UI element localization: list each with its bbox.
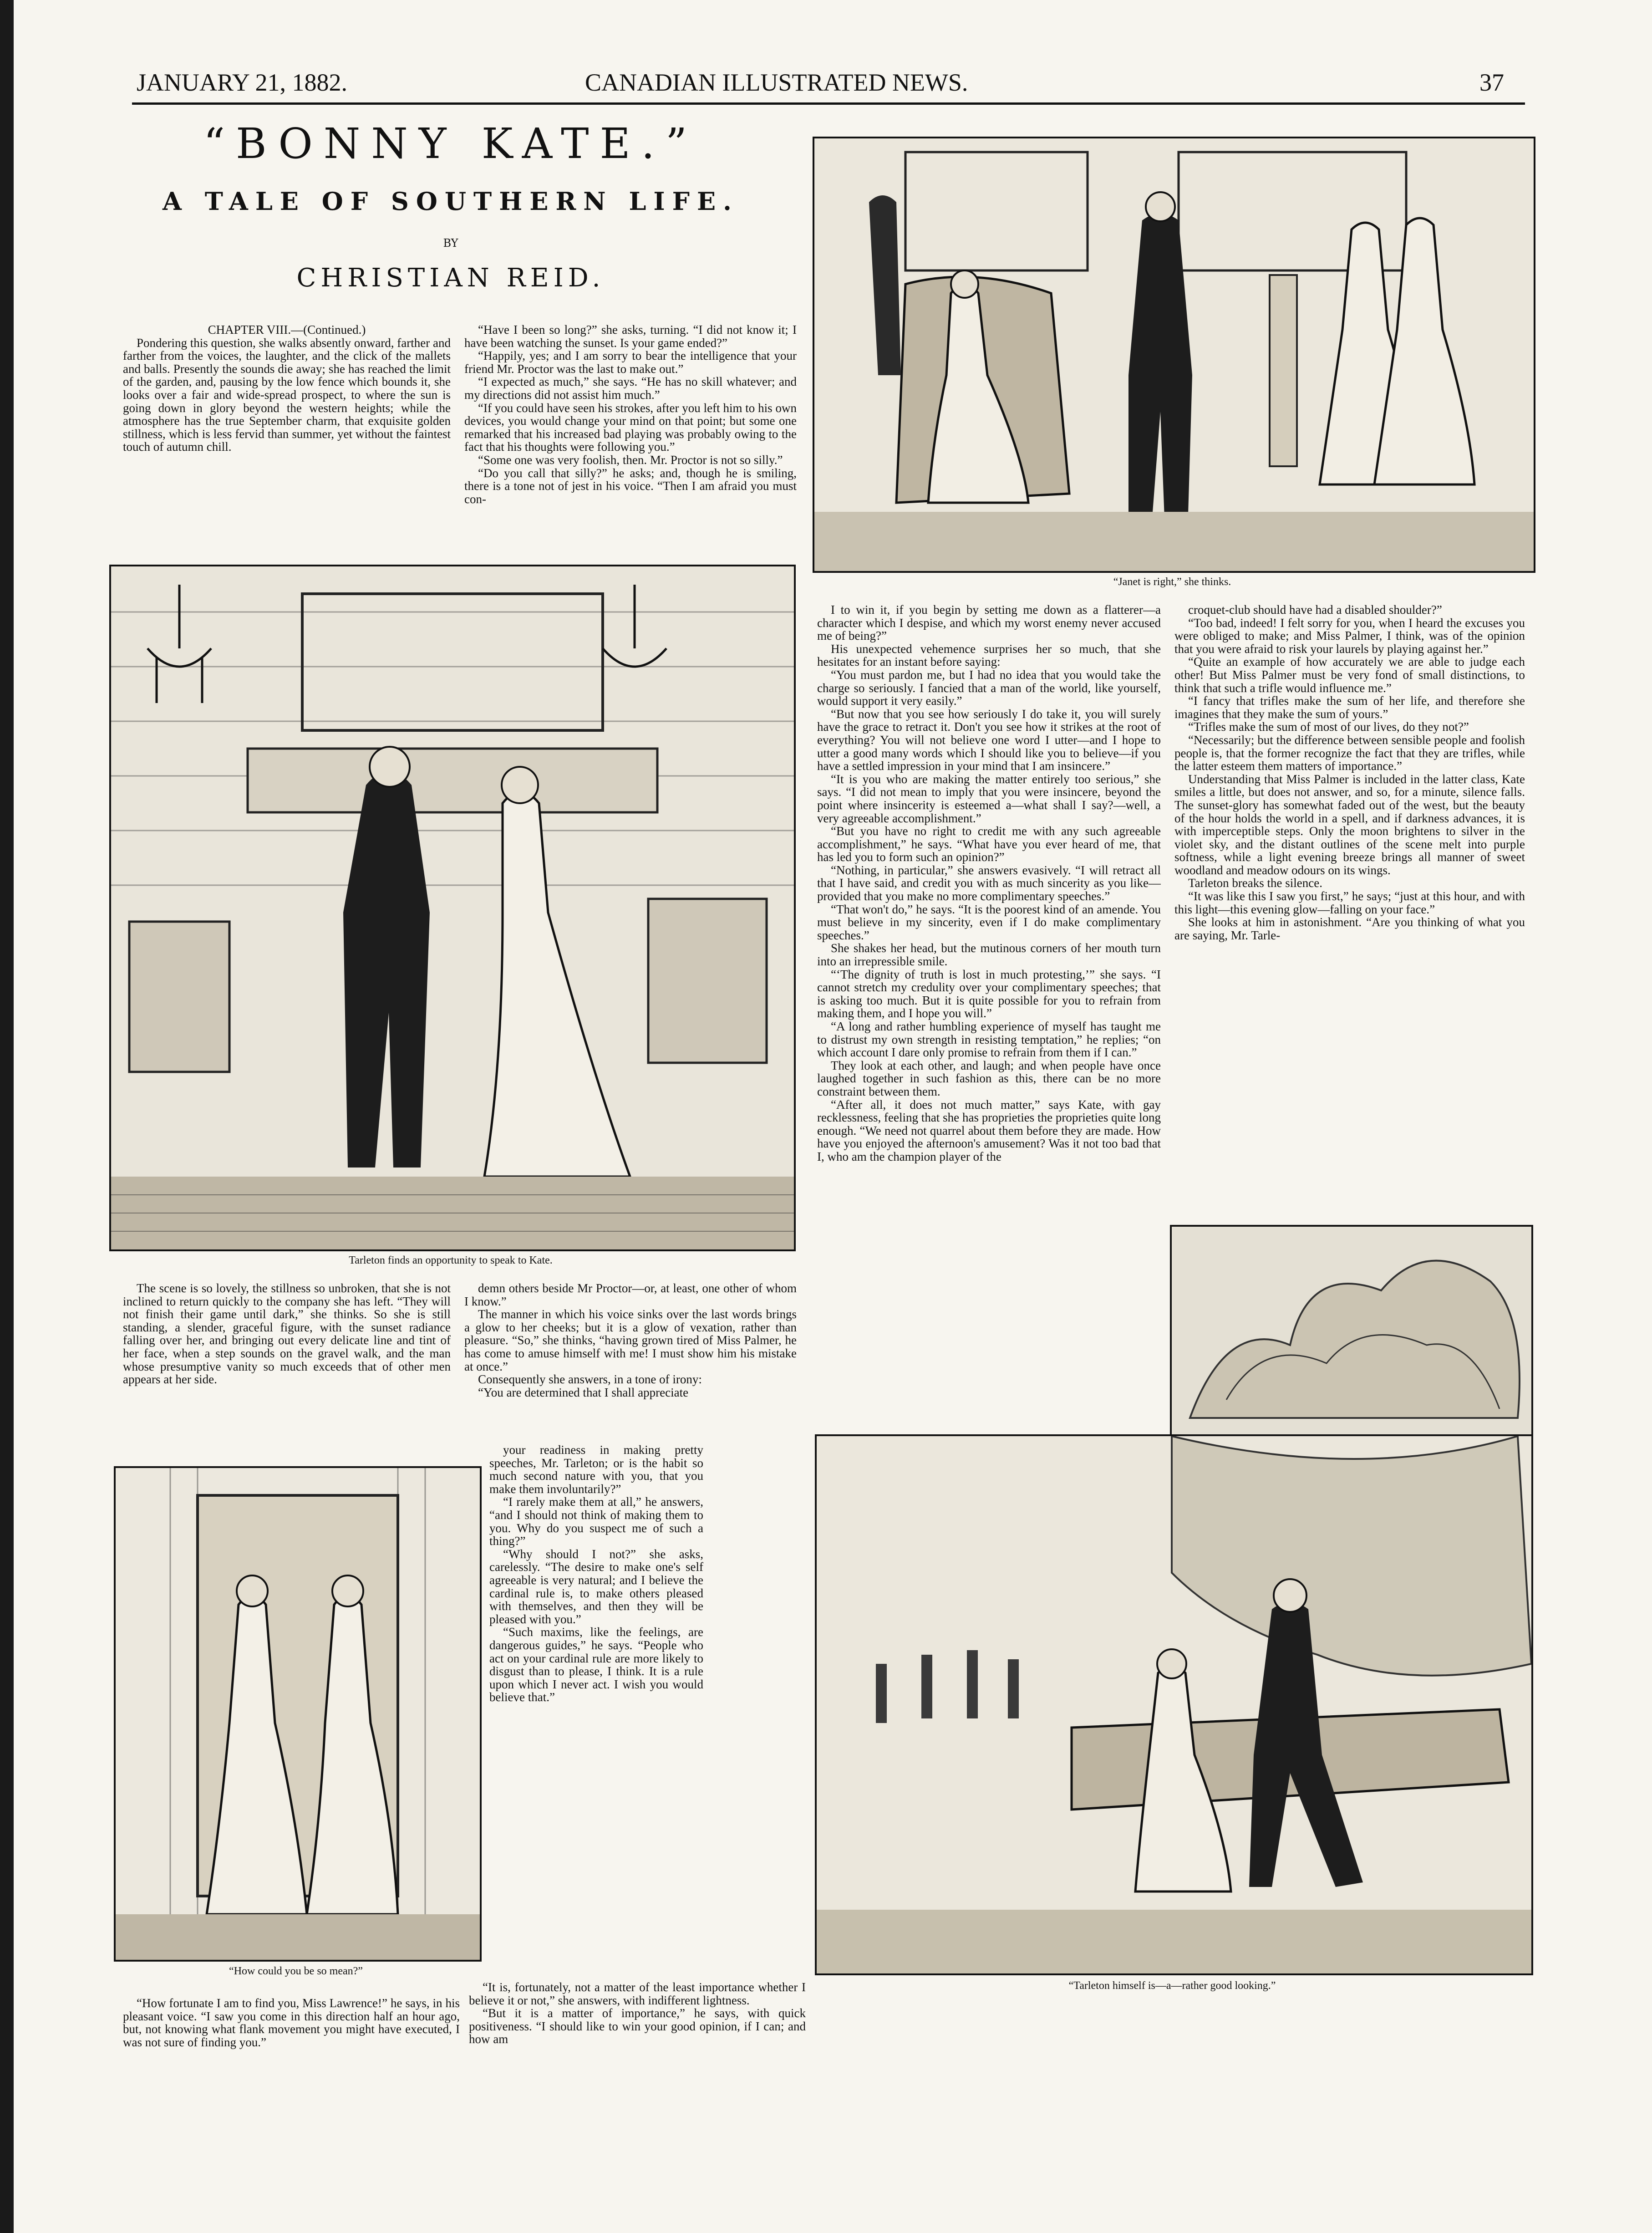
caption-fig3: “How could you be so mean?”	[229, 1965, 363, 1977]
caption-fig1: Tarleton finds an opportunity to speak to Kate.	[349, 1254, 553, 1266]
paragraph: “But it is a matter of importance,” he says, with quick positiveness. “I should like to win your good opinion, if I can; and how am	[469, 2006, 806, 2046]
paragraph: “But you have no right to credit me with any such agreeable accomplishment,” he says. “What have you ever heard of me, that has led you to form such an opinion?”	[817, 824, 1161, 864]
paragraph: croquet-club should have had a disabled shoulder?”	[1188, 603, 1442, 617]
paragraph: “Some one was very foolish, then. Mr. Proctor is not so silly.”	[478, 453, 783, 467]
column-1-top	[123, 323, 451, 560]
paragraph: “A long and rather humbling experience of myself has taught me to distrust my own strength in resisting temptation,” he replies; “on which account I dare only promise to refrain from them if I can.”	[817, 1020, 1161, 1060]
paragraph: “Why should I not?” she asks, carelessly. “The desire to make one's self agreeable is very natural; and I believe the cardinal rule is, to make others pleased with themselves, and then they will be pleased with you.”	[489, 1547, 703, 1626]
column-4	[1174, 603, 1525, 1213]
paragraph: “How fortunate I am to find you, Miss Lawrence!” he says, in his pleasant voice. “I saw you come in this direction half an hour ago, but, not knowing what flank movement you might have executed, I was not sure of finding you.”	[123, 1997, 460, 2049]
column-2-top	[464, 323, 797, 565]
column-2-middle	[464, 1282, 797, 1439]
masthead: CANADIAN ILLUSTRATED NEWS.	[585, 69, 968, 96]
column-3	[817, 603, 1161, 1423]
caption-fig2: “Janet is right,” she thinks.	[1113, 576, 1231, 588]
paragraph: “But now that you see how seriously I do take it, you will surely have the grace to retract it. Don't you see how it strikes at the root of everything? You will not believe one word I utter—and I hope to utter a good many words which I should like you to believe—if you have a settled impression in your mind that I am insincere.”	[817, 707, 1161, 773]
paragraph: demn others beside Mr Proctor—or, at least, one other of whom I know.”	[464, 1282, 797, 1308]
illustration-tarleton-kate-parlour	[109, 565, 796, 1251]
column-1-middle	[123, 1282, 451, 1455]
paragraph: “Such maxims, like the feelings, are dangerous guides,” he says. “People who act on your cardinal rule are more likely to disgust than to please, I think. It is a rule upon which I never act. I wish you would believe that.”	[489, 1625, 703, 1704]
issue-date: JANUARY 21, 1882.	[137, 69, 348, 96]
paragraph: She shakes her head, but the mutinous corners of her mouth turn into an irrepressible smile.	[817, 941, 1161, 969]
paragraph: “I fancy that trifles make the sum of her life, and therefore she imagines that they make the sum of yours.”	[1174, 694, 1525, 721]
paragraph: The manner in which his voice sinks over the last words brings a glow to her cheeks; but it is a glow of vexation, rather than pleasure. “So,” she thinks, “having grown tired of Miss Palmer, he has come to amuse himself with me! I must show him his mistake at once.”	[464, 1307, 797, 1373]
paragraph: “That won't do,” he says. “It is the poorest kind of an amende. You must believe in my sincerity, even if I do make complimentary speeches.”	[817, 902, 1161, 942]
paragraph: “You are determined that I shall appreciate	[478, 1385, 689, 1399]
page-number: 37	[1479, 69, 1504, 96]
paragraph: “‘The dignity of truth is lost in much protesting,’” she says. “I cannot stretch my credulity over your complimentary speeches; that is asking too much. But it is quite possible for you to refrain from making them, and I hope you will.”	[817, 967, 1161, 1020]
paragraph: “Nothing, in particular,” she answers evasively. “I will retract all that I have said, and credit you with as much sincerity as you like—provided that you make no more complimentary speeches.”	[817, 863, 1161, 903]
paragraph: “Quite an example of how accurately we are able to judge each other! But Miss Palmer must be very fond of small distinctions, to think that such a trifle would influence me.”	[1174, 655, 1525, 695]
paragraph: your readiness in making pretty speeches, Mr. Tarleton; or is the habit so much second nature with you, that you make them involuntarily?”	[489, 1443, 703, 1496]
paragraph: They look at each other, and laugh; and when people have once laughed together in such fashion as this, there can be no more constraint between them.	[817, 1058, 1161, 1098]
paragraph: She looks at him in astonishment. “Are you thinking of what you are saying, Mr. Tarle-	[1174, 915, 1525, 942]
story-title: “BONNY KATE.”	[203, 119, 698, 168]
paragraph: Pondering this question, she walks absently onward, farther and farther from the voices, the laughter, and the click of the mallets and balls. Presently the sounds die away; she has reached the limit of the garden, and, pausing by the low fence which bounds it, she looks over a fair and wide-spread prospect, to where the sun is going down in glory beyond the western heights; while the atmosphere has the true September charm, that exquisite golden stillness, which is less fervid than summer, yet without the faintest touch of autumn chill.	[123, 336, 451, 454]
paragraph: “It is, fortunately, not a matter of the least importance whether I believe it or not,” she answers, with indifferent lightness.	[469, 1981, 806, 2007]
illustration-two-ladies-doorway	[114, 1466, 482, 1962]
paragraph: I to win it, if you begin by setting me down as a flatterer—a character which I despise, and which my worst enemy never accused me of being?”	[817, 603, 1161, 643]
page-binding-edge	[0, 0, 14, 2233]
illustration-bench-couple	[815, 1434, 1533, 1975]
paragraph: His unexpected vehemence surprises her so much, that she hesitates for an instant before saying:	[817, 642, 1161, 669]
paragraph: Tarleton breaks the silence.	[1188, 876, 1322, 890]
byline-by: BY	[443, 237, 458, 250]
caption-fig4: “Tarleton himself is—a—rather good looking.”	[1068, 1980, 1276, 1992]
story-subtitle: A TALE OF SOUTHERN LIFE.	[163, 187, 739, 216]
paragraph: “If you could have seen his strokes, after you left him to his own devices, you would change your mind on that point; but some one remarked that his increased bad playing was probably owing to the fact that his thoughts were following you.”	[464, 401, 797, 454]
paragraph: “Trifles make the sum of most of our lives, do they not?”	[1188, 720, 1469, 734]
column-2-wrap	[489, 1443, 703, 1963]
illustration-garden-trees	[1170, 1225, 1533, 1436]
paragraph: “Have I been so long?” she asks, turning. “I did not know it; I have been watching the sunset. Is your game ended?”	[464, 323, 797, 350]
paragraph: “I rarely make them at all,” he answers, “and I should not think of making them to you. Why do you suspect me of such a thing?”	[489, 1495, 703, 1548]
paragraph: “You must pardon me, but I had no idea that you would take the charge so seriously. I fancied that a man of the world, like yourself, would support it very easily.”	[817, 668, 1161, 708]
header-rule	[132, 102, 1525, 105]
paragraph: “After all, it does not much matter,” says Kate, with gay recklessness, feeling that she has proprieties the proprieties quite long enough. “We need not quarrel about them before they are made. How have you enjoyed the afternoon's amusement? Was it not too bad that I, who am the champion player of the	[817, 1097, 1161, 1163]
paragraph: “Necessarily; but the difference between sensible people and foolish people is, that the former recognize the fact that they are trifles, while the latter esteem them matters of importance.”	[1174, 733, 1525, 773]
paragraph: Understanding that Miss Palmer is included in the latter class, Kate smiles a little, but does not answer, and so, for a minute, silence falls. The sunset-glory has somewhat faded out of the west, but the beauty of the hour holds the world in a spell, and if darkness advances, it is with imperceptible steps. Only the moon brightens to silver in the violet sky, and the distant outlines of the scene melt into purple softness, while a light evening breeze brings all manner of sweet woodland and meadow odours on its wings.	[1174, 772, 1525, 877]
paragraph: The scene is so lovely, the stillness so unbroken, that she is not inclined to return quickly to the company she has left. “They will not finish their game until dark,” she thinks. So she is still standing, a slender, graceful figure, with the sunset radiance falling over her, and bringing out every delicate line and tint of her face, when a step sounds on the gravel walk, and the man whose presumptive vanity so much exceeds that of other men appears at her side.	[123, 1282, 451, 1387]
paragraph: “It was like this I saw you first,” he says; “just at this hour, and with this light—this evening glow—falling on your face.”	[1174, 889, 1525, 916]
story-author: CHRISTIAN REID.	[296, 263, 605, 293]
paragraph: Consequently she answers, in a tone of irony:	[478, 1372, 702, 1387]
chapter-heading: CHAPTER VIII.—(Continued.)	[208, 323, 366, 336]
paragraph: “Too bad, indeed! I felt sorry for you, when I heard the excuses you were obliged to make; and Miss Palmer, I think, was of the opinion that you were afraid to risk your laurels by playing against her.”	[1174, 616, 1525, 656]
illustration-janet-parlour-scene	[813, 137, 1535, 573]
paragraph: “Do you call that silly?” he asks; and, though he is smiling, there is a tone not of jest in his voice. “Then I am afraid you must con-	[464, 466, 797, 506]
column-1-bottom	[123, 1997, 460, 2129]
paragraph: “It is you who are making the matter entirely too serious,” she says. “I did not mean to imply that you were insincere, beyond the point where insincerity is esteemed a—what shall I say?—well, a very agreeable accomplishment.”	[817, 772, 1161, 825]
paragraph: “Happily, yes; and I am sorry to bear the intelligence that your friend Mr. Proctor was the last to make out.”	[464, 349, 797, 376]
paragraph: “I expected as much,” she says. “He has no skill whatever; and my directions did not assist him much.”	[464, 375, 797, 402]
column-2-bottom	[469, 1981, 806, 2126]
